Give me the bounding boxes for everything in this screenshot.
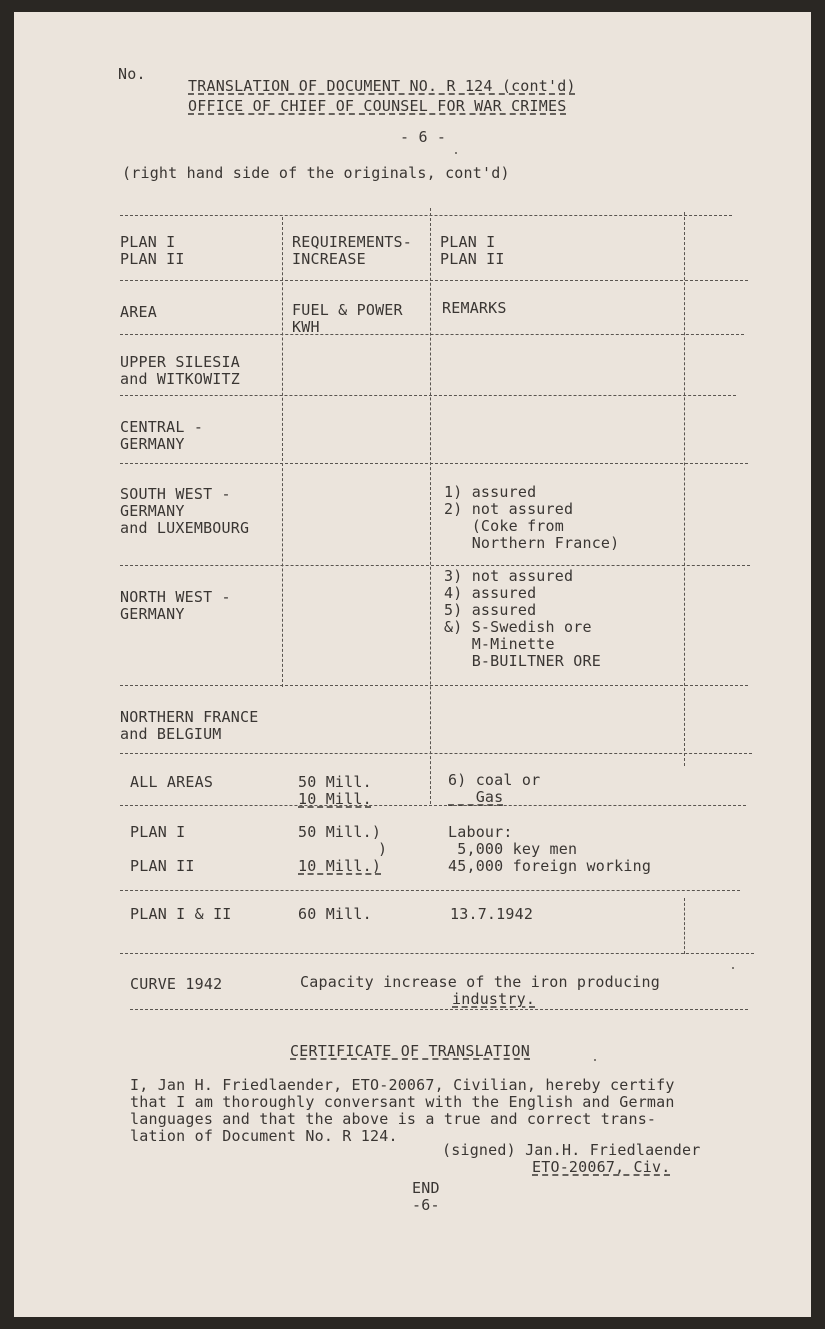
table-rule: [120, 953, 754, 954]
table-column-rule: [684, 212, 685, 766]
all-areas-remark-coal: 6) coal or: [448, 771, 541, 789]
certificate-line: languages and that the above is a true and correct trans-: [130, 1110, 657, 1128]
table-rule: [120, 463, 748, 464]
remark-line: 5) assured: [444, 601, 537, 619]
col1-header-plan2: PLAN II: [120, 250, 185, 268]
col1-header-plan1: PLAN I: [120, 233, 176, 251]
col3-header-plan1: PLAN I: [440, 233, 496, 251]
remark-line: Northern France): [444, 534, 620, 552]
remark-line: (Coke from: [444, 517, 564, 535]
table-rule: [120, 280, 748, 281]
table-column-rule: [282, 217, 283, 687]
certificate-line: that I am thoroughly conversant with the English and German: [130, 1093, 675, 1111]
plan-1-2-label: PLAN I & II: [130, 905, 232, 923]
all-areas-value-2: 10 Mill.: [298, 790, 372, 808]
labour-foreign-workers: 45,000 foreign working: [448, 857, 652, 875]
document-title: TRANSLATION OF DOCUMENT NO. R 124 (cont'd): [188, 77, 576, 95]
all-areas-remark-gas: Gas: [448, 788, 504, 806]
ink-mark: [732, 967, 734, 969]
table-rule: [120, 805, 746, 806]
remarks-header: REMARKS: [442, 299, 507, 317]
remark-line: 4) assured: [444, 584, 537, 602]
table-rule: [120, 685, 748, 686]
area-column-header: AREA: [120, 303, 157, 321]
certificate-title: CERTIFICATE OF TRANSLATION: [290, 1042, 530, 1060]
table-column-rule: [430, 208, 431, 804]
document-number-label: No.: [118, 65, 146, 83]
curve-text: Capacity increase of the iron producing: [300, 973, 660, 991]
plan-2-label: PLAN II: [130, 857, 195, 875]
ink-mark: [594, 1059, 596, 1061]
area-northern-france: and BELGIUM: [120, 725, 222, 743]
end-mark: END: [412, 1179, 440, 1197]
page-number-bottom: -6-: [412, 1196, 440, 1214]
remark-line: 2) not assured: [444, 500, 574, 518]
area-south-west-germany: SOUTH WEST -: [120, 485, 231, 503]
remark-line: B-BUILTNER ORE: [444, 652, 601, 670]
plan-1-label: PLAN I: [130, 823, 186, 841]
area-north-west-germany: GERMANY: [120, 605, 185, 623]
page-marker-top: - 6 -: [400, 128, 447, 146]
subtitle: (right hand side of the originals, cont'd): [122, 164, 510, 182]
table-rule: [120, 395, 736, 396]
area-south-west-germany: GERMANY: [120, 502, 185, 520]
all-areas-label: ALL AREAS: [130, 773, 214, 791]
certificate-line: lation of Document No. R 124.: [130, 1127, 398, 1145]
area-northern-france: NORTHERN FRANCE: [120, 708, 259, 726]
table-column-rule: [684, 898, 685, 954]
remark-line: 3) not assured: [444, 567, 574, 585]
area-central-germany: CENTRAL -: [120, 418, 204, 436]
plan-1-value: 50 Mill.): [298, 823, 382, 841]
curve-label: CURVE 1942: [130, 975, 223, 993]
remark-line: M-Minette: [444, 635, 555, 653]
area-south-west-germany: and LUXEMBOURG: [120, 519, 250, 537]
signature-id: ETO-20067, Civ.: [532, 1158, 671, 1176]
table-rule: [130, 1009, 748, 1010]
labour-label: Labour:: [448, 823, 513, 841]
labour-key-men: 5,000 key men: [448, 840, 578, 858]
plan-1-2-value: 60 Mill.: [298, 905, 372, 923]
table-rule: [120, 890, 740, 891]
table-rule: [120, 215, 732, 216]
kwh-header: KWH: [292, 318, 320, 336]
curve-text: industry.: [452, 990, 536, 1008]
plan-2-value: 10 Mill.): [298, 857, 382, 875]
table-rule: [120, 565, 750, 566]
table-rule: [120, 753, 752, 754]
ink-mark: [455, 152, 457, 154]
certificate-line: I, Jan H. Friedlaender, ETO-20067, Civilian, hereby certify: [130, 1076, 675, 1094]
fuel-power-header: FUEL & POWER: [292, 301, 403, 319]
brace: ): [378, 840, 388, 858]
table-rule: [120, 334, 744, 335]
area-central-germany: GERMANY: [120, 435, 185, 453]
col2-header-requirements: REQUIREMENTS-: [292, 233, 412, 251]
remark-line: &) S-Swedish ore: [444, 618, 592, 636]
col3-header-plan2: PLAN II: [440, 250, 505, 268]
signature-line: (signed) Jan.H. Friedlaender: [442, 1141, 701, 1159]
document-page: [14, 12, 811, 1317]
remark-line: 1) assured: [444, 483, 537, 501]
all-areas-value-1: 50 Mill.: [298, 773, 372, 791]
area-upper-silesia: and WITKOWITZ: [120, 370, 240, 388]
area-upper-silesia: UPPER SILESIA: [120, 353, 240, 371]
area-north-west-germany: NORTH WEST -: [120, 588, 231, 606]
office-title: OFFICE OF CHIEF OF COUNSEL FOR WAR CRIMES: [188, 97, 567, 115]
plan-1-2-date: 13.7.1942: [450, 905, 534, 923]
col2-header-increase: INCREASE: [292, 250, 366, 268]
